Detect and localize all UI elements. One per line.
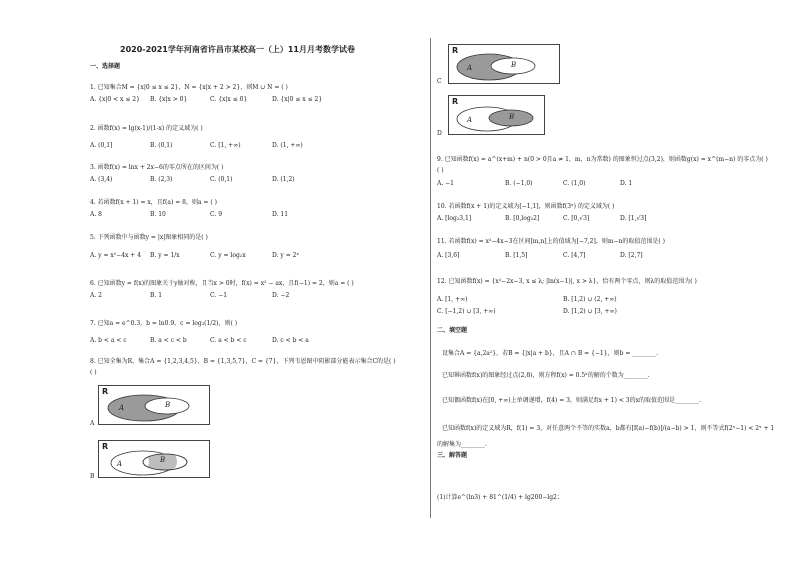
q1-option-d: D. {x|0 ≤ x ≤ 2} [272,96,323,103]
venn-c-set-a-label: A [467,64,473,72]
venn-c-set-b-label: B [511,61,517,69]
fill-question-16-continued: 的解集为________. [437,441,487,448]
venn-a-universe-label: R [102,387,109,396]
venn-diagram-option-b [98,440,210,478]
q5-option-a: A. y = x²−4x + 4 [90,252,142,259]
q10-option-d: D. [1,√3] [620,215,647,222]
q2-option-d: D. (1, +∞) [272,142,303,149]
q9-option-c: C. (1,0) [563,180,586,187]
question-11: 11. 若函数f(x) = x²−4x−3在区间[m,n]上的值域为[−7,2]，则m−n的取值范围是( ) [437,238,666,245]
q6-option-c: C. −1 [210,292,228,299]
venn-a-set-a-label: A [119,404,125,412]
q3-option-c: C. (0,1) [210,176,233,183]
venn-diagram-option-c [448,44,560,84]
section-solve-heading: 三、解答题 [437,452,468,459]
q9-option-b: B. (−1,0) [505,180,533,187]
venn-d-graphic [449,96,544,134]
venn-d-set-a-label: A [467,116,473,124]
question-10: 10. 若函数f(x + 1)的定义域为[−1,1]，则函数f(3ˣ) 的定义域为( ) [437,203,615,210]
q2-option-a: A. (0,1] [90,142,113,149]
question-1: 1. 已知集合M = {x|0 ≤ x ≤ 2}，N = {x|x + 2 > 2}，则M ∪ N = ( ) [90,84,288,91]
question-2: 2. 函数f(x) = lg(x-1)/(1-x) 的定义域为( ) [90,125,203,132]
q1-option-c: C. {x|x ≤ 0} [210,96,248,103]
q4-option-d: D. 11 [272,211,289,218]
column-divider [430,38,431,518]
q11-option-b: B. [1,5] [505,252,528,259]
q5-option-d: D. y = 2ˣ [272,252,300,259]
venn-b-set-a-label: A [117,460,123,468]
q12-option-a: A. [1, +∞) [437,296,468,303]
section-choice-heading: 一、选择题 [90,63,121,70]
q3-option-b: B. (2,3) [150,176,173,183]
q3-option-d: D. (1,2) [272,176,295,183]
q11-option-c: C. [4,7] [563,252,586,259]
q6-option-b: B. 1 [150,292,163,299]
fill-question-15: 已知偶函数f(x)在[0, +∞)上单调递增，f(4) = 3，则满足f(x + 1) < 3的x的取值范围是________. [442,397,701,404]
q5-option-c: C. y = log₂x [210,252,246,259]
venn-b-universe-label: R [102,442,109,451]
venn-diagram-option-d [448,95,545,135]
q7-option-d: D. c < b < a [272,337,309,344]
fill-question-14: 已知幂函数f(x)的图象经过点(2,8)，则方程f(x) = 0.5ˣ的解的个数为________. [442,372,650,379]
venn-a-graphic [99,386,209,424]
q12-option-d: D. [1,2) ∪ [3, +∞) [563,308,617,315]
q4-option-b: B. 10 [150,211,166,218]
fill-question-13: 设集合A = {a,2a²}，若B = {|x|a + b}，且A ∩ B = {−1}，则b = ________. [442,350,659,357]
q7-option-a: A. b < a < c [90,337,127,344]
q3-option-a: A. (3,4) [90,176,113,183]
q6-option-a: A. 2 [90,292,102,299]
q7-option-c: C. a < b < c [210,337,247,344]
q7-option-b: B. a < c < b [150,337,187,344]
q4-option-a: A. 8 [90,211,102,218]
question-8: 8. 已知全集为R，集合A = {1,2,3,4,5}，B = {1,3,5,7}，C = {7}，下列韦恩图中阴影部分能表示集合C的是( ) [90,358,396,365]
venn-option-d-letter: D [437,130,442,137]
question-12: 12. 已知函数f(x) = {x²−2x−3, x ≤ λ; |ln(x−1)|, x > λ}，恰有两个零点，则λ的取值范围为( ) [437,278,697,285]
venn-option-b-letter: B [90,473,95,480]
exam-title: 2020-2021学年河南省许昌市某校高一（上）11月月考数学试卷 [120,45,355,54]
q11-option-a: A. [3,6] [437,252,460,259]
q10-option-b: B. [0,log₃2] [505,215,540,222]
venn-option-c-letter: C [437,78,442,85]
venn-c-universe-label: R [452,46,459,55]
q12-option-b: B. [1,2) ∪ (2, +∞) [563,296,617,303]
venn-a-set-b-label: B [165,401,171,409]
question-8-blank: ( ) [90,369,97,376]
solve-question-17: (1)计算e^(ln3) + 81^(1/4) + lg200−lg2； [437,494,563,501]
fill-question-16: 已知函数f(x)的定义域为R，f(1) = 3，对任意两个不等的实数a，b都有[f(a)−f(b)]/(a−b) > 1，则不等式f(2ˣ−1) < 2ˣ + 1 [442,425,775,432]
q1-option-a: A. {x|0 < x ≤ 2} [90,96,140,103]
question-6: 6. 已知函数y = f(x)的图象关于y轴对称，且当x > 0时，f(x) = x² − ax，且f(−1) = 2，则a = ( ) [90,280,354,287]
q1-option-b: B. {x|x > 0} [150,96,188,103]
question-9: 9. 已知函数f(x) = a^(x+m) + n(0 > 0且a ≠ 1，m，n为常数) 的图象恒过点(3,2)，则函数g(x) = x^(m−n) 的零点为( ) [437,156,768,163]
question-5: 5. 下列函数中与函数y = |x|图象相同的是( ) [90,234,208,241]
venn-b-set-b-label: B [160,456,166,464]
q4-option-c: C. 9 [210,211,223,218]
venn-c-graphic [449,45,559,83]
q9-option-d: D. 1 [620,180,633,187]
q2-option-b: B. (0,1) [150,142,173,149]
q2-option-c: C. [1, +∞) [210,142,241,149]
q5-option-b: B. y = 1/x [150,252,180,259]
question-9-blank: ( ) [437,167,444,174]
question-4: 4. 若函数f(x + 1) = x，且f(a) = 8，则a = ( ) [90,199,217,206]
question-3: 3. 函数f(x) = lnx + 2x−6的零点所在的区间为( ) [90,164,224,171]
venn-d-universe-label: R [452,97,459,106]
venn-d-set-b-label: B [509,113,515,121]
q11-option-d: D. [2,7] [620,252,643,259]
q10-option-c: C. [0,√3] [563,215,590,222]
venn-option-a-letter: A [90,420,95,427]
venn-diagram-option-a [98,385,210,425]
section-fill-heading: 二、填空题 [437,327,468,334]
q10-option-a: A. [log₂3,1] [437,215,472,222]
q6-option-d: D. −2 [272,292,290,299]
q9-option-a: A. −1 [437,180,454,187]
question-7: 7. 已知a = e^0.3，b = ln0.9，c = log₃(1/2)，则( ) [90,320,238,327]
venn-b-graphic [99,441,209,477]
q12-option-c: C. [−1,2) ∪ [3, +∞) [437,308,496,315]
